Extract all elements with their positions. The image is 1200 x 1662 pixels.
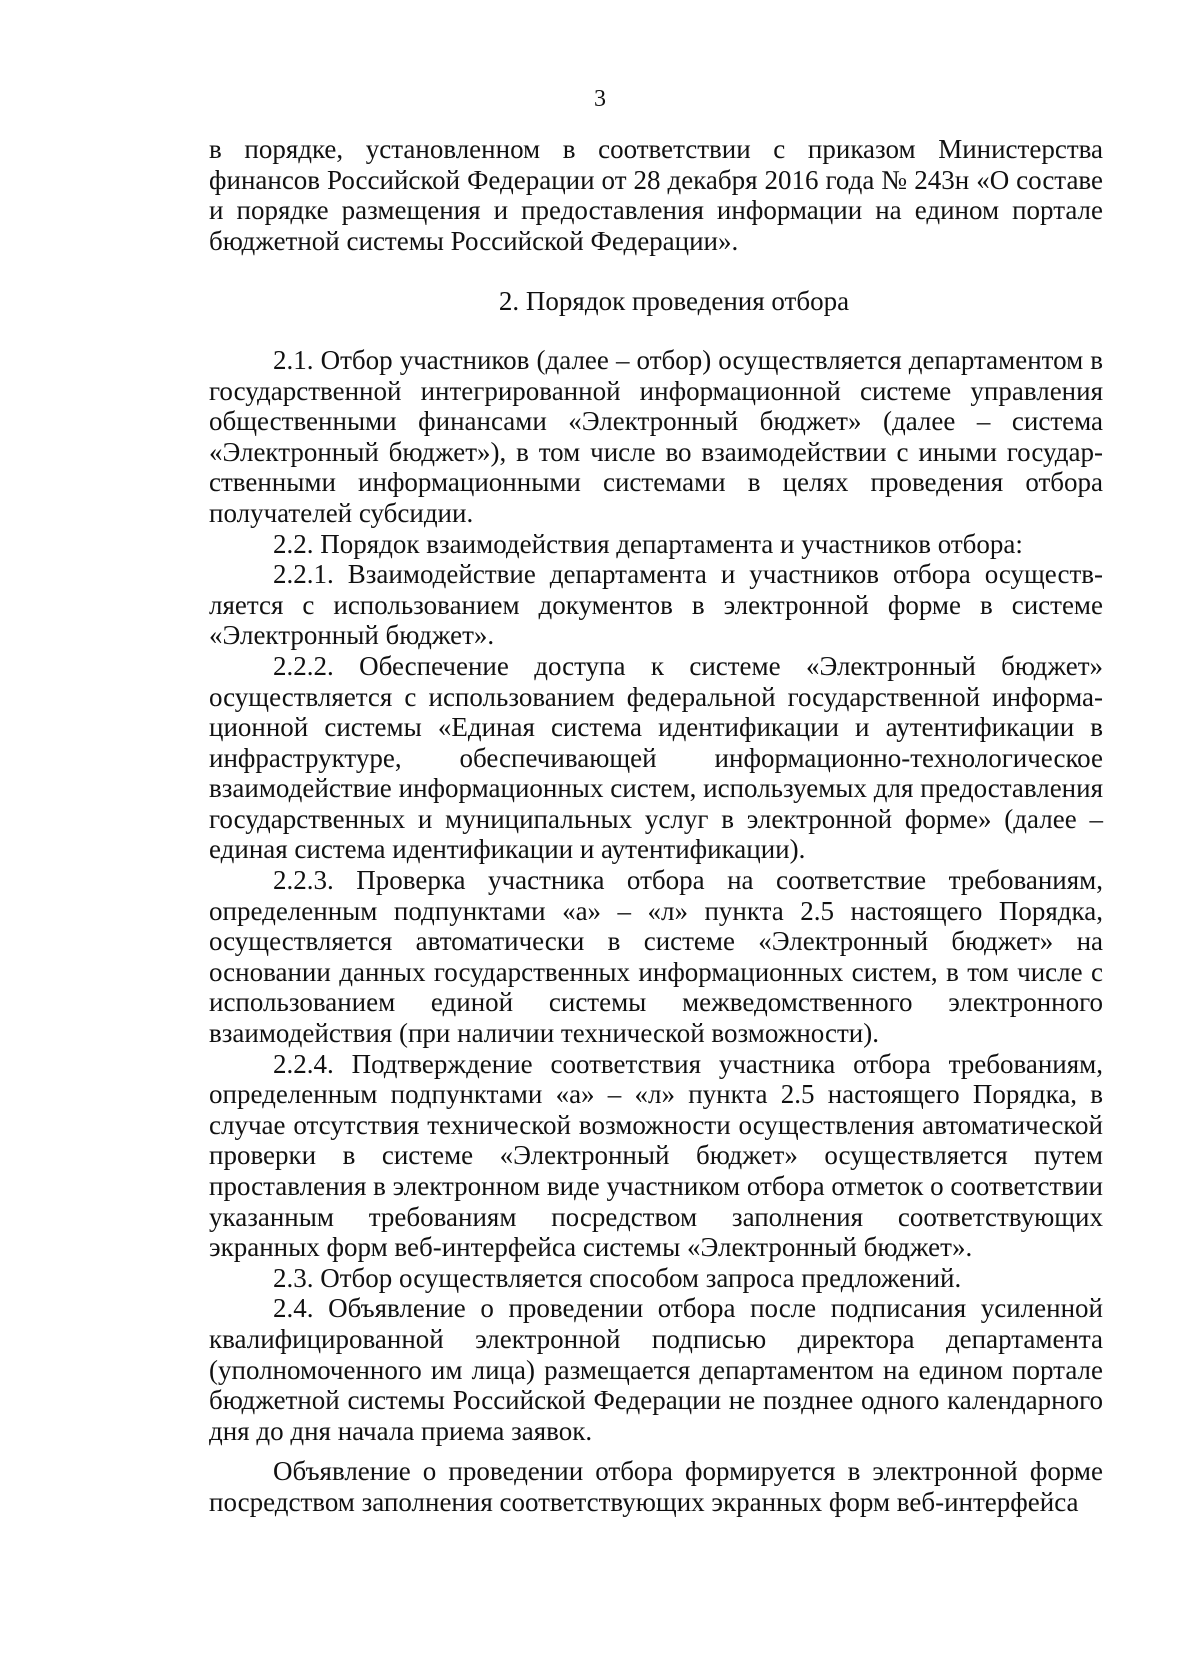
paragraph-2-2-3: 2.2.3. Проверка участника отбора на соответствие требованиям, определенным подпунктами «а» – «л» пункта 2.5 настоящего Порядка, осуществляется автоматически в системе «Электронный бюджет» на основании данных государственных информационных систем, в том числе с использованием единой системы межведомственного электронного взаимодействия (при наличии технической возможности).	[209, 865, 1103, 1049]
paragraph-2-2-2: 2.2.2. Обеспечение доступа к системе «Электронный бюджет» осуществляется с использованием федеральной государственной информационной системы «Единая система идентификации и аутентификации в инфраструктуре, обеспечивающей информационно-технологическое взаимодействие информационных систем, используемых для предоставления государственных и муниципальных услуг в электронной форме» (далее – единая система идентификации и аутентификации).	[209, 650, 1103, 865]
paragraph-2-4: 2.4. Объявление о проведении отбора после подписания усиленной квалифицированной электронной подписью директора департамента (уполномоченного им лица) размещается департаментом на едином портале бюджетной системы Российской Федерации не позднее одного календарного дня до дня начала приема заявок.	[209, 1293, 1103, 1446]
paragraph-2-3: 2.3. Отбор осуществляется способом запроса предложений.	[273, 1262, 962, 1293]
section-heading: 2. Порядок проведения отбора	[498, 286, 850, 317]
intro-paragraph: в порядке, установленном в соответствии с приказом Министерства финансов Российской Федерации от 28 декабря 2016 года № 243н «О составе и порядке размещения и предоставления информации на едином портале бюджетной системы Российской Федерации».	[209, 134, 1103, 256]
page-number: 3	[594, 86, 606, 112]
paragraph-2-2-4: 2.2.4. Подтверждение соответствия участника отбора требованиям, определенным подпунктами «а» – «л» пункта 2.5 настоящего Порядка, в случае отсутствия технической возможности осуществления автоматической проверки в системе «Электронный бюджет» осуществляется путем проставления в электронном виде участником отбора отметок о соответствии указанным требованиям посредством заполнения соответствующих экранных форм веб-интерфейса системы «Электронный бюджет».	[209, 1048, 1103, 1263]
paragraph-announcement: Объявление о проведении отбора формируется в электронной форме посредством заполнения соответствующих экранных форм веб-интерфейса	[209, 1456, 1103, 1517]
paragraph-2-2-1: 2.2.1. Взаимодействие департамента и участников отбора осуществляется с использованием документов в электронной форме в системе «Электронный бюджет».	[209, 559, 1103, 651]
document-body	[209, 134, 1103, 1518]
paragraph-2-2: 2.2. Порядок взаимодействия департамента и участников отбора:	[273, 528, 1023, 559]
paragraph-2-1: 2.1. Отбор участников (далее – отбор) осуществляется департаментом в государственной интегрированной информационной системе управления общественными финансами «Электронный бюджет» (далее – система «Электронный бюджет»), в том числе во взаимодействии с иными государственными информационными системами в целях проведения отбора получателей субсидии.	[209, 344, 1103, 528]
